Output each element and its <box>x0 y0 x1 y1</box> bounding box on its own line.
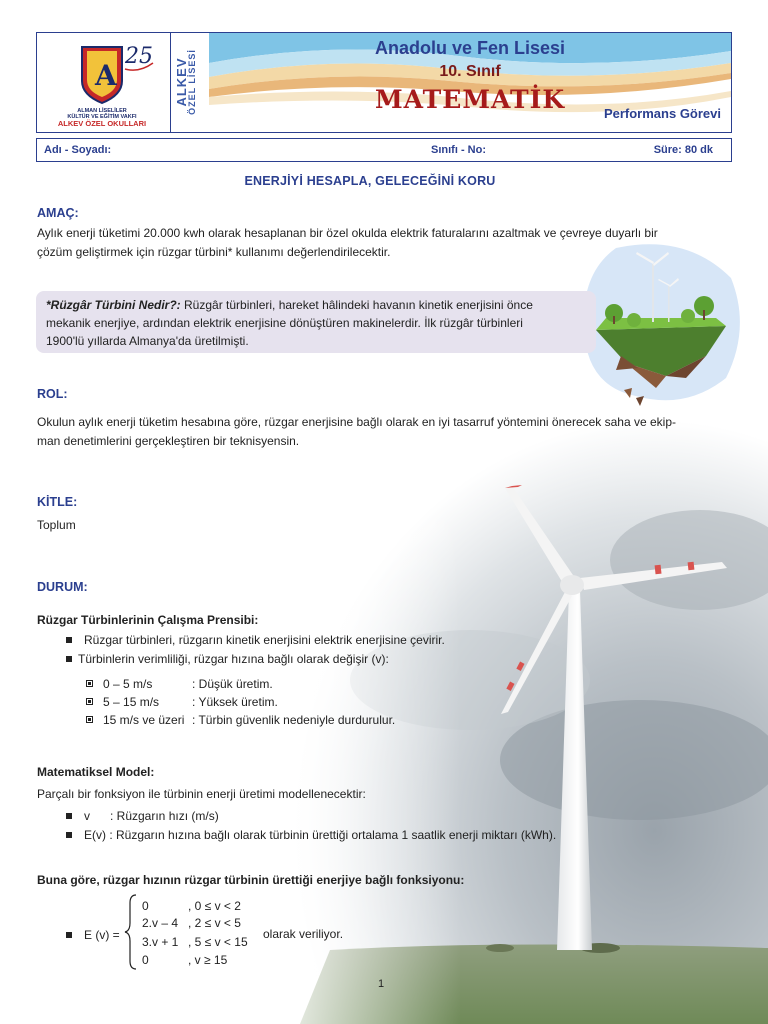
document-body: ENERJİYİ HESAPLA, GELECEĞİNİ KORU AMAÇ: Aylık enerji tüketimi 20.000 kwh olarak hesaplanan bir özel okulda elektrik faturalarını azaltmak ve çevreye duyarlı bir çözüm geliştirmek için rüzgar türbini* kullanımı değerlendirilecektir. *Rüzgâr Türbini Nedir?: Rüzgâr türbinleri, hareket hâlindeki havanın kinetik enerjisini önce mekanik enerjiye, ardından elektrik enerjisine dönüştüren makinelerdir. İlk rüzgâr türbinleri 1900'lü yıllarda Almanya'da üretilmişti. ROL: Okulun aylık enerji tüketim hesabına göre, rüzgar enerjisine bağlı olarak en iyi tasarruf yöntemini önerecek saha ve ekip- man denetimlerini gerçekleştiren bir teknisyensin. KİTLE: Toplum DURUM: Rüzgar Türbinlerinin Çalışma Prensibi: Rüzgar türbinleri, rüzgarın kinetik enerjisini elektrik enerjisine çevirir. Türbinlerin verimliliği, rüzgar hızına bağlı olarak değişir (v): 0 – 5 m/s : Düşük üretim. 5 – 15 m/s : Yüksek üretim. 15 m/s ve üzeri : Türbin güvenlik nedeniyle durdurulur. Matematiksel Model: Parçalı bir fonksiyon ile türbinin enerji üretimi modellenecektir: v : Rüzgarın hızı (m/s) E(v) : Rüzgarın hızına bağlı olarak türbinin ürettiği ortalama 1 saatlik enerji miktarı (kWh). Buna göre, rüzgar hızının rüzgar türbinin ürettiği enerjiye bağlı fonksiyonu: E (v) = 0 , 0 ≤ v < 2 2.v – 4 , 2 ≤ v < 5 3.v + 1 , 5 ≤ v < 15 0 , v ≥ 15 olarak veriliyor. 1 <box>0 0 768 1024</box>
callout-line-2: mekanik enerjiye, ardından elektrik enerjisine dönüştüren makinelerdir. İlk rüzgâr türbinleri <box>46 316 523 330</box>
principle-title: Rüzgar Türbinlerinin Çalışma Prensibi: <box>37 613 259 627</box>
callout-line-3: 1900'lü yıllarda Almanya'da üretilmişti. <box>46 334 249 348</box>
name-label: Adı - Soyadı: <box>44 144 112 156</box>
situation-heading: DURUM: <box>37 580 88 594</box>
bullet-hollow-square-icon <box>86 680 93 687</box>
logo-foundation-line2: KÜLTÜR VE EĞİTİM VAKFI <box>67 114 137 120</box>
variable-e-item: E(v) : Rüzgarın hızına bağlı olarak türbinin ürettiği ortalama 1 saatlik enerji miktarı (kWh). <box>66 828 556 842</box>
definition-callout <box>36 291 596 353</box>
left-brace-icon <box>124 893 138 971</box>
bullet-hollow-square-icon <box>86 698 93 705</box>
aim-heading: AMAÇ: <box>37 206 79 220</box>
logo-anniversary: 25 <box>125 44 153 69</box>
aim-line-1: Aylık enerji tüketimi 20.000 kwh olarak hesaplanan bir özel okulda elektrik faturalarını azaltmak ve çevreye duyarlı bir <box>37 226 658 240</box>
callout-term: *Rüzgâr Türbini Nedir?: <box>46 298 181 312</box>
function-definition <box>66 928 120 942</box>
bullet-square-icon <box>66 932 72 938</box>
document-title: ENERJİYİ HESAPLA, GELECEĞİNİ KORU <box>244 174 496 188</box>
school-name: Anadolu ve Fen Lisesi <box>374 38 566 58</box>
model-intro: Parçalı bir fonksiyon ile türbinin enerji üretimi modellenecektir: <box>37 787 366 801</box>
bullet-square-icon <box>66 832 72 838</box>
audience-heading: KİTLE: <box>37 495 78 509</box>
role-heading: ROL: <box>37 387 68 401</box>
vertical-brand-sub: ÖZEL LİSESİ <box>187 49 197 115</box>
subject-title: MATEMATİK <box>374 85 566 114</box>
role-line-1: Okulun aylık enerji tüketim hesabına göre, rüzgar enerjisine bağlı olarak en iyi tasarruf yöntemini önerecek saha ve ekip- <box>37 415 676 429</box>
aim-line-2: çözüm geliştirmek için rüzgar türbini* kullanımı değerlendirilecektir. <box>37 245 391 259</box>
audience-text: Toplum <box>37 518 76 532</box>
callout-line-1: Rüzgâr türbinleri, hareket hâlindeki havanın kinetik enerjisini önce <box>180 298 533 312</box>
bullet-square-icon <box>66 656 72 662</box>
function-suffix: olarak veriliyor. <box>263 927 344 941</box>
class-label: Sınıfı - No: <box>431 144 486 156</box>
principle-bullet-2: Türbinlerin verimliliği, rüzgar hızına bağlı olarak değişir (v): <box>66 652 389 666</box>
page-number: 1 <box>378 978 385 990</box>
logo-foundation-line1: ALMAN LİSELİLER <box>77 108 127 114</box>
model-title: Matematiksel Model: <box>37 765 155 779</box>
role-line-2: man denetimlerini gerçekleştiren bir teknisyensin. <box>37 434 300 448</box>
bullet-square-icon <box>66 637 72 643</box>
principle-bullet-1: Rüzgar türbinleri, rüzgarın kinetik enerjisini elektrik enerjisine çevirir. <box>66 633 445 647</box>
bullet-square-icon <box>66 813 72 819</box>
grade-level: 10. Sınıf <box>439 63 501 80</box>
function-lhs: E (v) = <box>84 928 120 942</box>
bullet-hollow-square-icon <box>86 716 93 723</box>
vertical-brand-name: ALKEV <box>174 57 189 107</box>
duration-label: Süre: 80 dk <box>653 144 713 156</box>
task-type: Performans Görevi <box>603 106 721 121</box>
function-title: Buna göre, rüzgar hızının rüzgar türbinin ürettiği enerjiye bağlı fonksiyonu: <box>37 873 465 887</box>
logo-letter: A <box>95 59 117 92</box>
logo-school-name: ALKEV ÖZEL OKULLARI <box>57 119 147 128</box>
